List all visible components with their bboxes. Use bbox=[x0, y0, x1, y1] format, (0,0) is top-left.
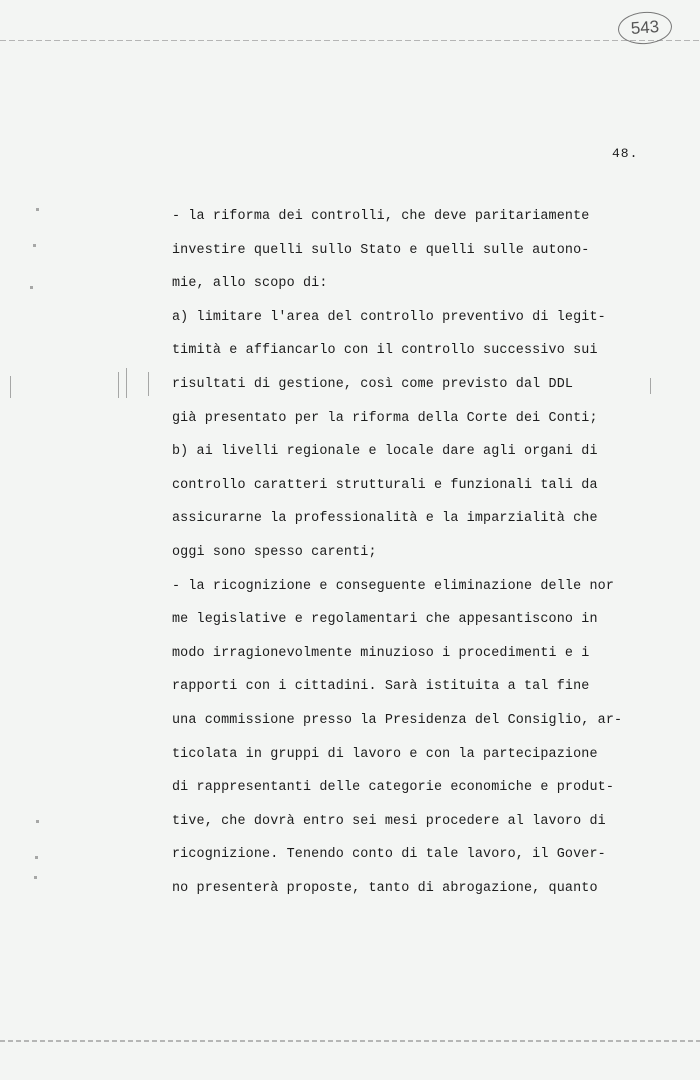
text-line: b) ai livelli regionale e locale dare agli organi di bbox=[172, 444, 598, 460]
scan-mark bbox=[30, 286, 33, 289]
scan-mark bbox=[34, 876, 37, 879]
text-line: timità e affiancarlo con il controllo successivo sui bbox=[172, 343, 598, 359]
scan-top-rule bbox=[0, 40, 700, 41]
text-line: tive, che dovrà entro sei mesi procedere al lavoro di bbox=[172, 813, 606, 829]
text-line: ricognizione. Tenendo conto di tale lavoro, il Gover- bbox=[172, 847, 606, 863]
text-line: ticolata in gruppi di lavoro e con la partecipazione bbox=[172, 746, 598, 762]
scan-mark bbox=[35, 856, 38, 859]
scan-bottom-rule bbox=[0, 1040, 700, 1042]
text-line: di rappresentanti delle categorie economiche e produt- bbox=[172, 780, 615, 796]
scan-mark bbox=[118, 372, 119, 398]
scan-mark bbox=[33, 244, 36, 247]
text-line: investire quelli sullo Stato e quelli sulle autono- bbox=[172, 242, 590, 258]
text-line: modo irragionevolmente minuzioso i procedimenti e i bbox=[172, 645, 590, 661]
text-line: assicurarne la professionalità e la imparzialità che bbox=[172, 511, 598, 527]
text-line: oggi sono spesso carenti; bbox=[172, 544, 377, 560]
scan-mark bbox=[10, 376, 11, 398]
text-line: risultati di gestione, così come previsto dal DDL bbox=[172, 376, 574, 392]
scan-mark bbox=[36, 820, 39, 823]
text-line: già presentato per la riforma della Corte dei Conti; bbox=[172, 410, 598, 426]
page-number: 48. bbox=[612, 146, 639, 161]
text-line: - la ricognizione e conseguente eliminazione delle nor bbox=[172, 578, 615, 594]
body-text bbox=[172, 200, 652, 905]
scan-mark bbox=[36, 208, 39, 211]
text-line: una commissione presso la Presidenza del Consiglio, ar- bbox=[172, 712, 623, 728]
text-line: a) limitare l'area del controllo preventivo di legit- bbox=[172, 309, 606, 325]
text-line: mie, allo scopo di: bbox=[172, 276, 328, 292]
scan-mark bbox=[148, 372, 149, 396]
scan-mark bbox=[126, 368, 127, 398]
text-line: no presenterà proposte, tanto di abrogazione, quanto bbox=[172, 880, 598, 896]
text-line: - la riforma dei controlli, che deve paritariamente bbox=[172, 209, 590, 224]
text-line: controllo caratteri strutturali e funzionali tali da bbox=[172, 477, 598, 493]
text-line: me legislative e regolamentari che appesantiscono in bbox=[172, 612, 598, 628]
archive-stamp: 543 bbox=[617, 10, 673, 46]
text-line: rapporti con i cittadini. Sarà istituita a tal fine bbox=[172, 679, 590, 695]
